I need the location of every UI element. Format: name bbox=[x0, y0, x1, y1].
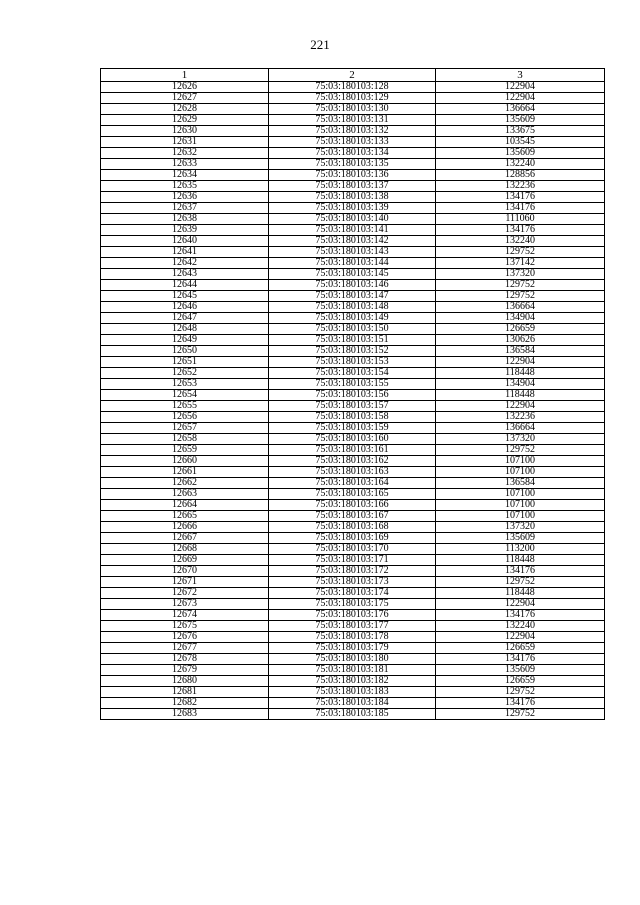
table-row bbox=[101, 434, 605, 445]
table-row bbox=[101, 588, 605, 599]
cadastral-number-cell: 75:03:180103:158 bbox=[269, 412, 436, 423]
page-number: 221 bbox=[310, 37, 330, 52]
row-number-cell: 12660 bbox=[101, 456, 269, 467]
table-row bbox=[101, 632, 605, 643]
table-row bbox=[101, 610, 605, 621]
row-number-cell: 12670 bbox=[101, 566, 269, 577]
value-cell: 111060 bbox=[436, 214, 605, 225]
row-number-cell: 12672 bbox=[101, 588, 269, 599]
table-row bbox=[101, 181, 605, 192]
table-row bbox=[101, 654, 605, 665]
row-number-cell: 12652 bbox=[101, 368, 269, 379]
value-cell: 118448 bbox=[436, 368, 605, 379]
row-number-cell: 12665 bbox=[101, 511, 269, 522]
row-number-cell: 12667 bbox=[101, 533, 269, 544]
table-row bbox=[101, 577, 605, 588]
row-number-cell: 12658 bbox=[101, 434, 269, 445]
table-row bbox=[101, 159, 605, 170]
row-number-cell: 12683 bbox=[101, 709, 269, 720]
value-cell: 103545 bbox=[436, 137, 605, 148]
row-number-cell: 12651 bbox=[101, 357, 269, 368]
value-cell: 128856 bbox=[436, 170, 605, 181]
cadastral-number-cell: 75:03:180103:155 bbox=[269, 379, 436, 390]
value-cell: 135609 bbox=[436, 665, 605, 676]
row-number-cell: 12627 bbox=[101, 93, 269, 104]
value-cell: 129752 bbox=[436, 577, 605, 588]
value-cell: 107100 bbox=[436, 467, 605, 478]
table-row bbox=[101, 368, 605, 379]
row-number-cell: 12635 bbox=[101, 181, 269, 192]
cadastral-number-cell: 75:03:180103:171 bbox=[269, 555, 436, 566]
table-row bbox=[101, 511, 605, 522]
row-number-cell: 12640 bbox=[101, 236, 269, 247]
value-cell: 137320 bbox=[436, 269, 605, 280]
cadastral-number-cell: 75:03:180103:159 bbox=[269, 423, 436, 434]
row-number-cell: 12654 bbox=[101, 390, 269, 401]
row-number-cell: 12626 bbox=[101, 82, 269, 93]
cadastral-number-cell: 75:03:180103:143 bbox=[269, 247, 436, 258]
value-cell: 129752 bbox=[436, 291, 605, 302]
table-row bbox=[101, 82, 605, 93]
cadastral-number-cell: 75:03:180103:162 bbox=[269, 456, 436, 467]
value-cell: 136664 bbox=[436, 302, 605, 313]
cadastral-number-cell: 75:03:180103:164 bbox=[269, 478, 436, 489]
value-cell: 122904 bbox=[436, 82, 605, 93]
cadastral-number-cell: 75:03:180103:145 bbox=[269, 269, 436, 280]
value-cell: 129752 bbox=[436, 445, 605, 456]
cadastral-number-cell: 75:03:180103:150 bbox=[269, 324, 436, 335]
cadastral-number-cell: 75:03:180103:177 bbox=[269, 621, 436, 632]
table-row bbox=[101, 467, 605, 478]
row-number-cell: 12653 bbox=[101, 379, 269, 390]
cadastral-number-cell: 75:03:180103:184 bbox=[269, 698, 436, 709]
cadastral-number-cell: 75:03:180103:132 bbox=[269, 126, 436, 137]
value-cell: 134904 bbox=[436, 313, 605, 324]
row-number-cell: 12668 bbox=[101, 544, 269, 555]
table-row bbox=[101, 203, 605, 214]
column-header-3: 3 bbox=[436, 69, 605, 82]
table-row bbox=[101, 445, 605, 456]
value-cell: 134176 bbox=[436, 566, 605, 577]
table-row bbox=[101, 126, 605, 137]
table-row bbox=[101, 313, 605, 324]
cadastral-number-cell: 75:03:180103:165 bbox=[269, 489, 436, 500]
value-cell: 107100 bbox=[436, 489, 605, 500]
table-row bbox=[101, 335, 605, 346]
value-cell: 136664 bbox=[436, 104, 605, 115]
value-cell: 136664 bbox=[436, 423, 605, 434]
row-number-cell: 12673 bbox=[101, 599, 269, 610]
cadastral-number-cell: 75:03:180103:134 bbox=[269, 148, 436, 159]
table-row bbox=[101, 533, 605, 544]
cadastral-number-cell: 75:03:180103:146 bbox=[269, 280, 436, 291]
cadastral-number-cell: 75:03:180103:152 bbox=[269, 346, 436, 357]
cadastral-number-cell: 75:03:180103:133 bbox=[269, 137, 436, 148]
cadastral-number-cell: 75:03:180103:169 bbox=[269, 533, 436, 544]
table-row bbox=[101, 401, 605, 412]
table-row bbox=[101, 566, 605, 577]
cadastral-number-cell: 75:03:180103:148 bbox=[269, 302, 436, 313]
cadastral-number-cell: 75:03:180103:163 bbox=[269, 467, 436, 478]
value-cell: 107100 bbox=[436, 511, 605, 522]
cadastral-number-cell: 75:03:180103:157 bbox=[269, 401, 436, 412]
row-number-cell: 12648 bbox=[101, 324, 269, 335]
row-number-cell: 12656 bbox=[101, 412, 269, 423]
cadastral-number-cell: 75:03:180103:185 bbox=[269, 709, 436, 720]
table-row bbox=[101, 500, 605, 511]
table-row bbox=[101, 687, 605, 698]
cadastral-number-cell: 75:03:180103:136 bbox=[269, 170, 436, 181]
cadastral-number-cell: 75:03:180103:181 bbox=[269, 665, 436, 676]
cadastral-number-cell: 75:03:180103:137 bbox=[269, 181, 436, 192]
data-table bbox=[100, 68, 605, 720]
cadastral-number-cell: 75:03:180103:130 bbox=[269, 104, 436, 115]
row-number-cell: 12659 bbox=[101, 445, 269, 456]
value-cell: 132240 bbox=[436, 621, 605, 632]
row-number-cell: 12680 bbox=[101, 676, 269, 687]
table-row bbox=[101, 115, 605, 126]
value-cell: 122904 bbox=[436, 93, 605, 104]
cadastral-number-cell: 75:03:180103:168 bbox=[269, 522, 436, 533]
header-row bbox=[101, 69, 605, 82]
value-cell: 133675 bbox=[436, 126, 605, 137]
cadastral-number-cell: 75:03:180103:147 bbox=[269, 291, 436, 302]
row-number-cell: 12675 bbox=[101, 621, 269, 632]
table-row bbox=[101, 214, 605, 225]
row-number-cell: 12649 bbox=[101, 335, 269, 346]
row-number-cell: 12642 bbox=[101, 258, 269, 269]
row-number-cell: 12641 bbox=[101, 247, 269, 258]
row-number-cell: 12630 bbox=[101, 126, 269, 137]
cadastral-number-cell: 75:03:180103:176 bbox=[269, 610, 436, 621]
row-number-cell: 12638 bbox=[101, 214, 269, 225]
row-number-cell: 12646 bbox=[101, 302, 269, 313]
value-cell: 132236 bbox=[436, 181, 605, 192]
cadastral-number-cell: 75:03:180103:178 bbox=[269, 632, 436, 643]
table-row bbox=[101, 104, 605, 115]
row-number-cell: 12643 bbox=[101, 269, 269, 280]
value-cell: 107100 bbox=[436, 500, 605, 511]
value-cell: 118448 bbox=[436, 555, 605, 566]
cadastral-number-cell: 75:03:180103:142 bbox=[269, 236, 436, 247]
table-row bbox=[101, 489, 605, 500]
value-cell: 135609 bbox=[436, 148, 605, 159]
column-header-2: 2 bbox=[269, 69, 436, 82]
value-cell: 107100 bbox=[436, 456, 605, 467]
cadastral-number-cell: 75:03:180103:131 bbox=[269, 115, 436, 126]
table-row bbox=[101, 269, 605, 280]
row-number-cell: 12664 bbox=[101, 500, 269, 511]
row-number-cell: 12636 bbox=[101, 192, 269, 203]
table-row bbox=[101, 478, 605, 489]
table-row bbox=[101, 456, 605, 467]
row-number-cell: 12628 bbox=[101, 104, 269, 115]
value-cell: 118448 bbox=[436, 390, 605, 401]
table-row bbox=[101, 170, 605, 181]
table-row bbox=[101, 137, 605, 148]
value-cell: 122904 bbox=[436, 599, 605, 610]
table-row bbox=[101, 423, 605, 434]
row-number-cell: 12682 bbox=[101, 698, 269, 709]
row-number-cell: 12645 bbox=[101, 291, 269, 302]
row-number-cell: 12669 bbox=[101, 555, 269, 566]
table-row bbox=[101, 544, 605, 555]
table-row bbox=[101, 555, 605, 566]
cadastral-number-cell: 75:03:180103:153 bbox=[269, 357, 436, 368]
value-cell: 130626 bbox=[436, 335, 605, 346]
value-cell: 126659 bbox=[436, 643, 605, 654]
cadastral-number-cell: 75:03:180103:182 bbox=[269, 676, 436, 687]
value-cell: 129752 bbox=[436, 280, 605, 291]
table-row bbox=[101, 412, 605, 423]
table-row bbox=[101, 643, 605, 654]
table-row bbox=[101, 148, 605, 159]
table-row bbox=[101, 93, 605, 104]
table-row bbox=[101, 258, 605, 269]
cadastral-number-cell: 75:03:180103:154 bbox=[269, 368, 436, 379]
cadastral-number-cell: 75:03:180103:183 bbox=[269, 687, 436, 698]
cadastral-number-cell: 75:03:180103:149 bbox=[269, 313, 436, 324]
cadastral-number-cell: 75:03:180103:156 bbox=[269, 390, 436, 401]
table-row bbox=[101, 346, 605, 357]
value-cell: 136584 bbox=[436, 478, 605, 489]
cadastral-number-cell: 75:03:180103:179 bbox=[269, 643, 436, 654]
cadastral-number-cell: 75:03:180103:139 bbox=[269, 203, 436, 214]
table-row bbox=[101, 247, 605, 258]
table-row bbox=[101, 291, 605, 302]
row-number-cell: 12663 bbox=[101, 489, 269, 500]
row-number-cell: 12661 bbox=[101, 467, 269, 478]
value-cell: 132240 bbox=[436, 159, 605, 170]
row-number-cell: 12647 bbox=[101, 313, 269, 324]
value-cell: 129752 bbox=[436, 687, 605, 698]
value-cell: 129752 bbox=[436, 247, 605, 258]
row-number-cell: 12678 bbox=[101, 654, 269, 665]
row-number-cell: 12632 bbox=[101, 148, 269, 159]
row-number-cell: 12666 bbox=[101, 522, 269, 533]
table-row bbox=[101, 599, 605, 610]
table-row bbox=[101, 236, 605, 247]
value-cell: 113200 bbox=[436, 544, 605, 555]
row-number-cell: 12655 bbox=[101, 401, 269, 412]
cadastral-number-cell: 75:03:180103:144 bbox=[269, 258, 436, 269]
cadastral-number-cell: 75:03:180103:160 bbox=[269, 434, 436, 445]
row-number-cell: 12676 bbox=[101, 632, 269, 643]
row-number-cell: 12674 bbox=[101, 610, 269, 621]
row-number-cell: 12644 bbox=[101, 280, 269, 291]
table-row bbox=[101, 225, 605, 236]
table-header bbox=[101, 69, 605, 82]
row-number-cell: 12657 bbox=[101, 423, 269, 434]
cadastral-number-cell: 75:03:180103:180 bbox=[269, 654, 436, 665]
cadastral-number-cell: 75:03:180103:140 bbox=[269, 214, 436, 225]
cadastral-number-cell: 75:03:180103:174 bbox=[269, 588, 436, 599]
value-cell: 118448 bbox=[436, 588, 605, 599]
row-number-cell: 12633 bbox=[101, 159, 269, 170]
row-number-cell: 12631 bbox=[101, 137, 269, 148]
table-row bbox=[101, 676, 605, 687]
value-cell: 134904 bbox=[436, 379, 605, 390]
value-cell: 122904 bbox=[436, 401, 605, 412]
value-cell: 134176 bbox=[436, 610, 605, 621]
cadastral-number-cell: 75:03:180103:166 bbox=[269, 500, 436, 511]
value-cell: 134176 bbox=[436, 225, 605, 236]
cadastral-number-cell: 75:03:180103:167 bbox=[269, 511, 436, 522]
value-cell: 137142 bbox=[436, 258, 605, 269]
value-cell: 134176 bbox=[436, 192, 605, 203]
value-cell: 136584 bbox=[436, 346, 605, 357]
value-cell: 132240 bbox=[436, 236, 605, 247]
value-cell: 126659 bbox=[436, 676, 605, 687]
row-number-cell: 12662 bbox=[101, 478, 269, 489]
cadastral-number-cell: 75:03:180103:175 bbox=[269, 599, 436, 610]
value-cell: 137320 bbox=[436, 522, 605, 533]
table-row bbox=[101, 709, 605, 720]
table-row bbox=[101, 324, 605, 335]
cadastral-number-cell: 75:03:180103:135 bbox=[269, 159, 436, 170]
value-cell: 122904 bbox=[436, 632, 605, 643]
table-row bbox=[101, 621, 605, 632]
table-row bbox=[101, 379, 605, 390]
row-number-cell: 12650 bbox=[101, 346, 269, 357]
cadastral-number-cell: 75:03:180103:138 bbox=[269, 192, 436, 203]
table-row bbox=[101, 357, 605, 368]
cadastral-number-cell: 75:03:180103:128 bbox=[269, 82, 436, 93]
table-row bbox=[101, 302, 605, 313]
cadastral-number-cell: 75:03:180103:173 bbox=[269, 577, 436, 588]
row-number-cell: 12681 bbox=[101, 687, 269, 698]
value-cell: 134176 bbox=[436, 698, 605, 709]
table-body bbox=[101, 82, 605, 720]
table-row bbox=[101, 522, 605, 533]
value-cell: 135609 bbox=[436, 115, 605, 126]
value-cell: 137320 bbox=[436, 434, 605, 445]
row-number-cell: 12671 bbox=[101, 577, 269, 588]
value-cell: 132236 bbox=[436, 412, 605, 423]
cadastral-number-cell: 75:03:180103:161 bbox=[269, 445, 436, 456]
row-number-cell: 12639 bbox=[101, 225, 269, 236]
value-cell: 135609 bbox=[436, 533, 605, 544]
value-cell: 134176 bbox=[436, 203, 605, 214]
table-row bbox=[101, 280, 605, 291]
table-row bbox=[101, 192, 605, 203]
row-number-cell: 12634 bbox=[101, 170, 269, 181]
table-row bbox=[101, 698, 605, 709]
cadastral-number-cell: 75:03:180103:170 bbox=[269, 544, 436, 555]
table-row bbox=[101, 665, 605, 676]
cadastral-number-cell: 75:03:180103:151 bbox=[269, 335, 436, 346]
value-cell: 134176 bbox=[436, 654, 605, 665]
column-header-1: 1 bbox=[101, 69, 269, 82]
value-cell: 126659 bbox=[436, 324, 605, 335]
table-row bbox=[101, 390, 605, 401]
value-cell: 122904 bbox=[436, 357, 605, 368]
row-number-cell: 12629 bbox=[101, 115, 269, 126]
cadastral-number-cell: 75:03:180103:141 bbox=[269, 225, 436, 236]
row-number-cell: 12679 bbox=[101, 665, 269, 676]
cadastral-number-cell: 75:03:180103:129 bbox=[269, 93, 436, 104]
value-cell: 129752 bbox=[436, 709, 605, 720]
row-number-cell: 12637 bbox=[101, 203, 269, 214]
row-number-cell: 12677 bbox=[101, 643, 269, 654]
cadastral-number-cell: 75:03:180103:172 bbox=[269, 566, 436, 577]
